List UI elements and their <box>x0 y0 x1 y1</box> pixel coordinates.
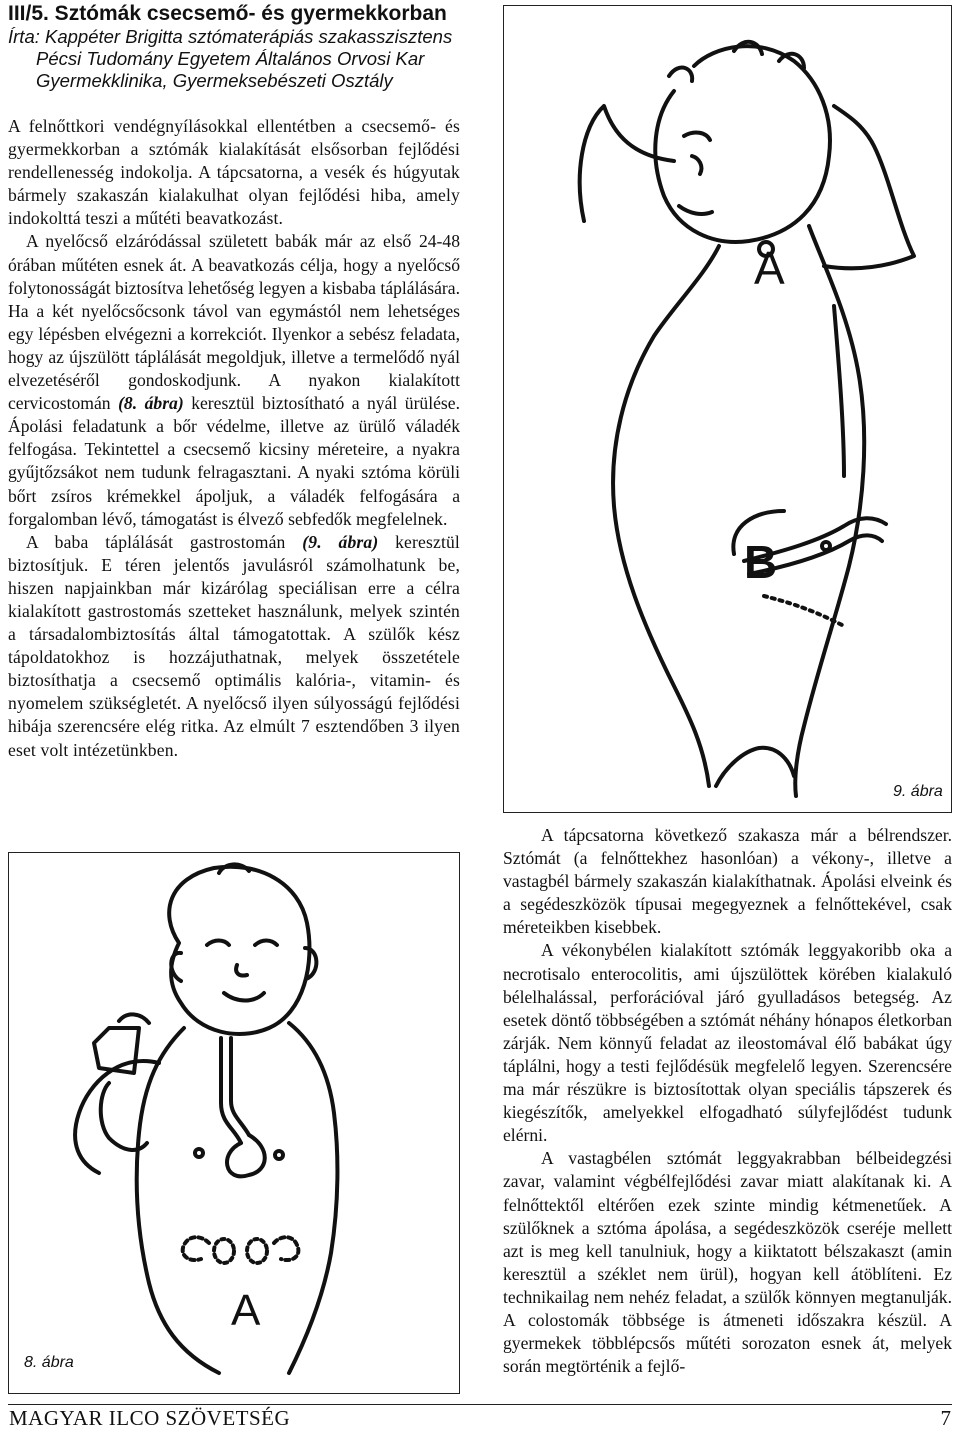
figure-reference: (9. ábra) <box>302 531 379 552</box>
right-column <box>503 824 952 1378</box>
footer-publisher: MAGYAR ILCO SZÖVETSÉG <box>9 1406 291 1430</box>
figure-9-label-b: B <box>744 536 778 588</box>
body-paragraph: A baba táplálását gastrostomán (9. ábra) keresztül biztosítjuk. E téren jelentős javulásról számolhatunk be, hiszen napjainkban már kizárólag speciálisan erre a célra kialakított gastrostomás szetteket használunk, melyek szintén a társadalombiztosítás által támogatottak. A szülők kész tápoldatokhoz is hozzájuthatnak, melyek összetétele biztosíthatja a csecsemő optimális kalória-, vitamin- és nyomelem szükségletét. A nyelőcső ilyen súlyosságú fejlődési hibája szerencsére elég ritka. Az elmúlt 7 esztendőben 3 ilyen eset volt intézetünkben. <box>8 531 460 760</box>
article-title: III/5. Sztómák csecsemő- és gyermekkorban <box>8 2 447 25</box>
figure-9-label-a: A <box>754 242 785 294</box>
body-paragraph: A felnőttkori vendégnyílásokkal ellentétben a csecsemő- és gyermekkorban a sztómák kialakítását elsősorban fejlődési rendellenesség indokolja. A tápcsatorna, a vesék és húgyutak bármely szakaszán kialakulhat olyan fejlődési hiba, amely indokolttá teszi a műtéti beavatkozást. <box>8 116 460 229</box>
figure-9-caption: 9. ábra <box>893 783 943 800</box>
affiliation-line-2: Gyermekklinika, Gyermeksebészeti Osztály <box>36 70 393 91</box>
body-paragraph: A tápcsatorna következő szakasza már a bélrendszer. Sztómát (a felnőttekhez hasonlóan) a vékony-, illetve a vastagbél bármely szakaszán kialakíthatnak. Ápolási elveink és a segédeszközök típusai megegyeznek a felnőttekével, csak méreteikben kisebbek. <box>503 825 952 938</box>
author-line: Írta: Kappéter Brigitta sztómaterápiás szakasszisztens <box>8 26 453 47</box>
figure-8-frame <box>8 852 460 1394</box>
figure-9-illustration <box>504 6 950 811</box>
body-paragraph: A vékonybélen kialakított sztómák leggyakoribb oka a necrotisalo enterocolitis, ami újszülöttek körében kialakuló bélelhalással, perforációval járó gyulladásos betegség. Az esetek döntő többségében a sztómát néhány hónapos életkorban zárják. Nem könnyű feladat az ileostomával élő babákat úgy táplálni, hogy a testi fejlődésük megfelelő legyen. Szerencsére ma már részükre is biztosítottak olyan speciális tápszerek és kiegészítők, amelyekkel elfogadható súlyfejlődést tudunk elérni. <box>503 940 952 1146</box>
figure-8-illustration <box>9 853 458 1392</box>
body-paragraph: A nyelőcső elzáródással született babák már az első 24-48 órában műtéten esnek át. A beavatkozás célja, hogy a nyelőcső folytonosságát biztosítva lehetőség legyen a kisbaba táplálására. Ha a két nyelőcsőcsonk távol van egymástól nem lehetséges egy lépésben elvégezni a korrekciót. Ilyenkor a sebész feladata, hogy az újszülött táplálását megoldjuk, illetve a termelődő nyál elvezetéséről gondoskodjunk. A nyakon kialakított cervicostomán (8. ábra) keresztül biztosítható a nyál ürülése. Ápolási feladatunk a bőr védelme, illetve az ürülő váladék felfogása. Tekintettel a csecsemő kicsiny méreteire, a nyakra gyűjtőzsákot nem tudunk felragasztani. A nyaki sztóma körüli bőrt zsíros krémekkel ápoljuk, a váladék felfogására a forgalomban lévő, támogatást is élvező sebfedők megfelelnek. <box>8 231 460 529</box>
figure-9-frame <box>503 5 952 813</box>
affiliation-line-1: Pécsi Tudomány Egyetem Általános Orvosi Kar <box>36 48 425 69</box>
figure-reference: (8. ábra) <box>118 393 184 414</box>
figure-8-caption: 8. ábra <box>24 1354 74 1371</box>
footer-divider <box>8 1404 952 1405</box>
body-paragraph: A vastagbélen sztómát leggyakrabban bélbeidegzési zavar, valamint végbélfejlődési zavar miatt alakítanak ki. A felnőttektől eltérően ezek szinte mindig kétmenetűek. A szülőknek a sztóma ápolása, a segédeszközök cseréje mellett azt is meg kell tanulniuk, hogy a kiiktatott bélszakaszt (amin keresztül a széklet nem ürül), hogyan kell átöblíteni. Ez technikailag nem nehéz feladat, a szülők könnyen megtanulják. A colostomák többsége is átmeneti időszakra készül. A gyermekek többlépcsős műtéti sorozaton esnek át, melyek során megtörténik a fejlő- <box>503 1148 952 1377</box>
page-number: 7 <box>940 1406 951 1430</box>
figure-8-label-a: A <box>231 1286 261 1335</box>
left-column <box>8 2 460 762</box>
